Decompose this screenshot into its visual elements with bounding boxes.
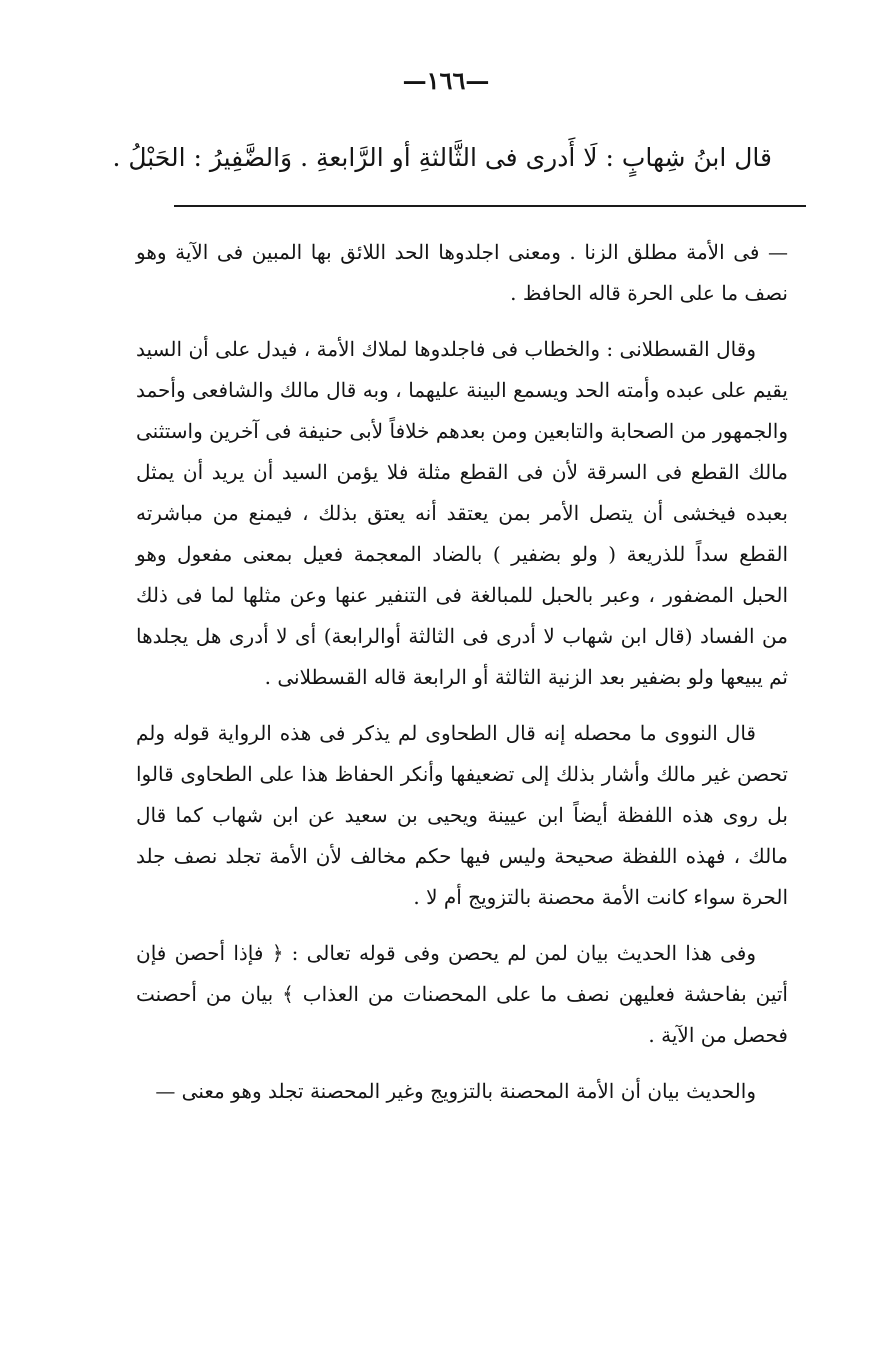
section-divider xyxy=(174,205,806,207)
commentary-paragraph: وقال القسطلانى : والخطاب فى فاجلدوها لملاك الأمة ، فيدل على أن السيد يقيم على عبده وأمته الحد ويسمع البينة عليهما ، وبه قال مالك والشافعى وأحمد والجمهور من الصحابة والتابعين ومن بعدهم خلافاً لأبى حنيفة فى آخرين واستثنى مالك القطع فى السرقة لأن فى القطع مثلة فلا يؤمن السيد أن يريد أن يمثل بعبده فيخشى أن يتصل الأمر بمن يعتقد أنه يعتق بذلك ، فيمنع من مباشرته القطع سداً للذريعة ( ولو بضفير ) بالضاد المعجمة فعيل بمعنى مفعول وهو الحبل المضفور ، وعبر بالحبل للمبالغة فى التنفير عنها وعن مثلها لما فى ذلك من الفساد (قال ابن شهاب لا أدرى فى الثالثة أوالرابعة) أى لا أدرى هل يجلدها ثم يبيعها ولو بضفير بعد الزنية الثالثة أو الرابعة قاله القسطلانى . xyxy=(136,337,788,689)
hadith-text: قال ابنُ شِهابٍ : لَا أَدرى فى الثَّالثةِ أو الرَّابعةِ . وَالضَّفِيرُ : الحَبْلُ . xyxy=(112,143,772,172)
commentary-paragraph: — فى الأمة مطلق الزنا . ومعنى اجلدوها الحد اللائق بها المبين فى الآية وهو نصف ما على الحرة قاله الحافظ . xyxy=(136,240,788,305)
commentary-paragraph: وفى هذا الحديث بيان لمن لم يحصن وفى قوله تعالى : ﴿ فإذا أحصن فإن أتين بفاحشة فعليهن نصف ما على المحصنات من العذاب ﴾ بيان من أحصنت فحصل من الآية . xyxy=(136,941,788,1047)
commentary-section xyxy=(136,232,788,1127)
page-number: —١٦٦— xyxy=(402,66,490,95)
commentary-paragraph: والحديث بيان أن الأمة المحصنة بالتزويج وغير المحصنة تجلد وهو معنى — xyxy=(155,1079,756,1103)
commentary-paragraph: قال النووى ما محصله إنه قال الطحاوى لم يذكر فى هذه الرواية قوله ولم تحصن غير مالك وأشار بذلك إلى تضعيفها وأنكر الحفاظ هذا على الطحاوى قالوا بل روى هذه اللفظة أيضاً ابن عيينة ويحيى بن سعيد عن ابن شهاب كما قال مالك ، فهذه اللفظة صحيحة وليس فيها حكم مخالف لأن الأمة تجلد نصف جلد الحرة سواء كانت الأمة محصنة بالتزويج أم لا . xyxy=(136,721,788,909)
